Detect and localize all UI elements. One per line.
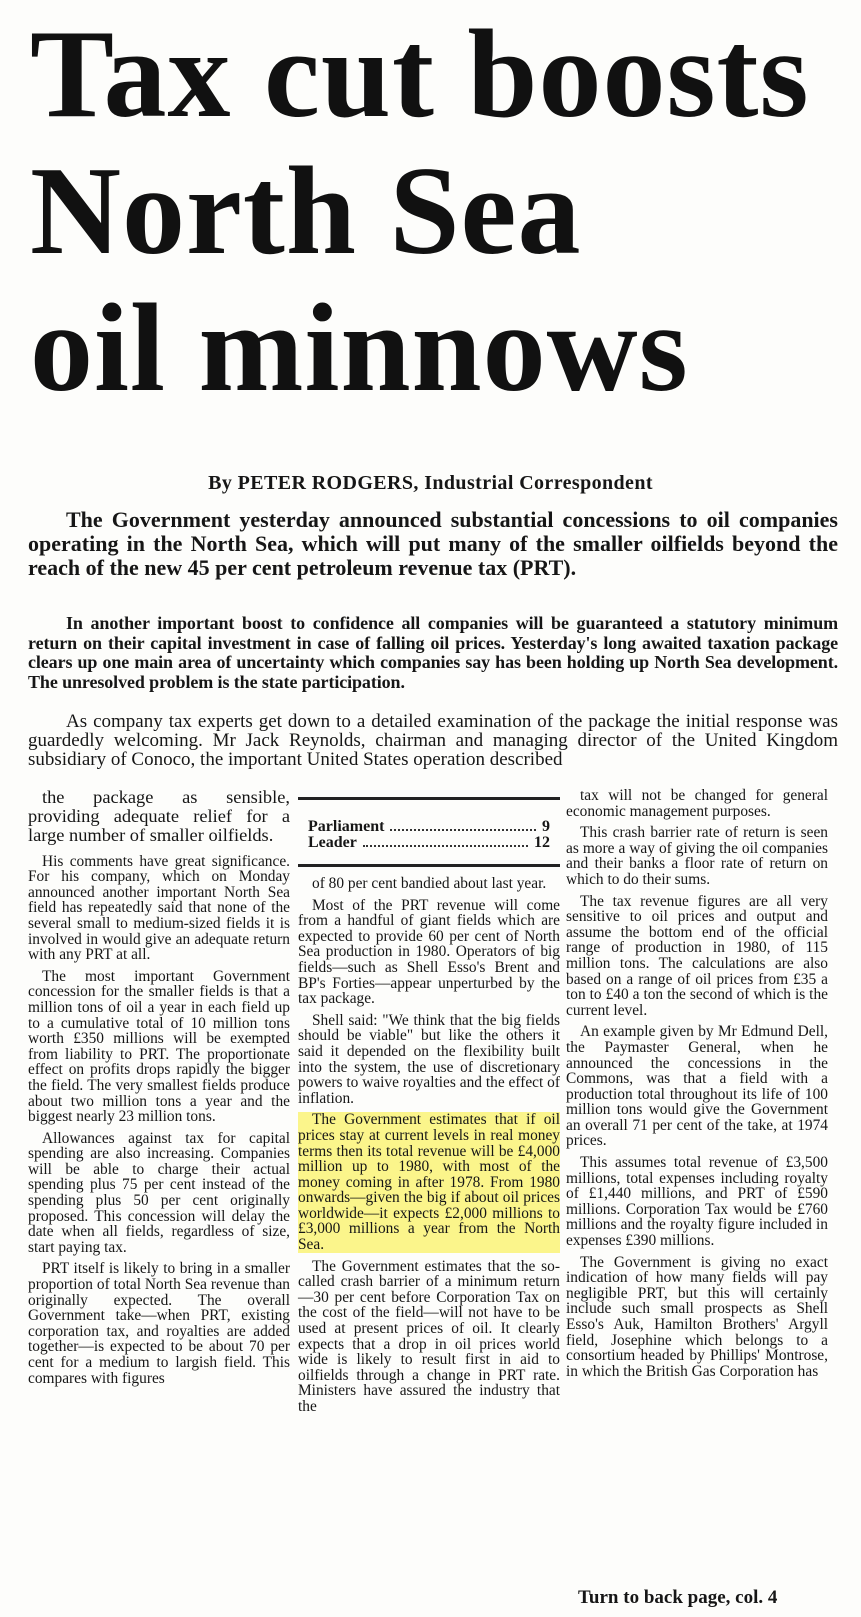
continuation-link[interactable]: Turn to back page, col. 4 [578, 1587, 778, 1608]
article-column-2 [298, 876, 560, 1421]
byline: By PETER RODGERS, Industrial Correspondent [208, 472, 653, 494]
intro-paragraph-1: The Government yesterday announced substantial concessions to oil companies operating in the North Sea, which will put many of the smaller oilfields beyond the reach of the new 45 per cent petroleum revenue tax (PRT). [28, 507, 838, 580]
column-1-paragraph: Allowances against tax for capital spending are also increasing. Companies will be able to charge their actual spending plus 75 per cent instead of the spending plus 50 per cent originally proposed. This concession will delay the date when all fields, regardless of size, start paying tax. [28, 1129, 290, 1256]
column-3-paragraph: This crash barrier rate of return is seen as more a way of giving the oil companies and their banks a floor rate of return on which to do their sums. [566, 824, 828, 888]
column-3-paragraph: An example given by Mr Edmund Dell, the Paymaster General, when he announced the concessions in the Commons, was that a field with a production total throughout its life of 100 million tons would give the Government an overall 71 per cent of the take, at 1974 prices. [566, 1023, 828, 1150]
index-page: 12 [534, 834, 550, 851]
leader-dots [363, 845, 528, 847]
index-page: 9 [542, 818, 550, 835]
index-row-leader[interactable] [308, 834, 550, 852]
column-1-paragraph: The most important Government concession for the smaller fields is that a million tons of oil a year in each field up to a cumulative total of 10 million tons worth £350 millions will be exempted from liability to PRT. The proportionate effect on profits drops rapidly the bigger the field. The very smallest fields produce about two million tons a year and the biggest nearly 23 million tons. [28, 967, 290, 1126]
headline-line-2: North Sea [30, 142, 582, 281]
index-label: Leader [308, 834, 357, 851]
column-3-paragraph: The Government is giving no exact indication of how many fields will pay negligible PRT, but this will certainly include such small prospects as Shell Esso's Auk, Hamilton Brothers' Argyll field, Josephine which belongs to a consortium headed by Phillips' Montrose, in which the British Gas Corporation has [566, 1253, 828, 1380]
index-box [298, 797, 560, 867]
column-3-paragraph: The tax revenue figures are all very sensitive to oil prices and output and assume the bottom end of the official range of production in 1980, of 115 million tons. The calculations are also based on a range of oil prices from £35 a ton to £40 a ton the second of which is the current level. [566, 892, 828, 1019]
column-1-paragraph: the package as sensible, providing adequate relief for a large number of smaller oilfields. [28, 787, 290, 846]
article-column-1 [28, 788, 290, 1392]
column-3-paragraph: This assumes total revenue of £3,500 millions, total expenses including royalty of £1,440 millions, and PRT of £590 millions. Corporation Tax would be £760 millions and the royalty figure included in expenses £390 millions. [566, 1154, 828, 1250]
intro-paragraph-2: In another important boost to confidence all companies will be guaranteed a statutory minimum return on their capital investment in case of falling oil prices. Yesterday's long awaited taxation package clears up one main area of uncertainty which companies say has been holding up North Sea development. The unresolved problem is the state participation. [28, 613, 838, 692]
column-1-paragraph: His comments have great significance. For his company, which on Monday announced another important North Sea field has repeatedly said that none of the several small to medium-sized fields it is involved in would give an adequate return with any PRT at all. [28, 852, 290, 964]
highlighted-paragraph: The Government estimates that if oil prices stay at current levels in real money terms then its total revenue will be £4,000 million up to 1980, with most of the money coming in after 1978. From 1980 onwards—given the big if about oil prices worldwide—it expects £2,000 millions to £3,000 millions a year from the North Sea. [298, 1111, 560, 1254]
column-2-paragraph: The Government estimates that the so-called crash barrier of a minimum return—30 per cent before Corporation Tax on the cost of the field—will not have to be used at present prices of oil. It clearly expects that a drop in oil prices world wide is likely to result first in aid to oilfields through a change in PRT rate. Ministers have assured the industry that the [298, 1257, 560, 1415]
column-1-paragraph: PRT itself is likely to bring in a smaller proportion of total North Sea revenue than originally expected. The overall Government take—when PRT, existing corporation tax, and royalties are added together—is expected to be about 70 per cent for a medium to largish field. This compares with figures [28, 1260, 290, 1387]
article-column-3 [566, 788, 828, 1385]
headline-line-3: oil minnows [30, 279, 689, 418]
leader-dots [390, 829, 536, 831]
column-3-paragraph: tax will not be changed for general economic management purposes. [566, 787, 828, 820]
column-2-paragraph: Most of the PRT revenue will come from a handful of giant fields which are expected to provide 60 per cent of North Sea production in 1980. Operators of big fields—such as Shell Esso's Brent and BP's Forties—appear unperturbed by the tax package. [298, 896, 560, 1008]
column-2-paragraph: of 80 per cent bandied about last year. [312, 875, 547, 892]
headline [30, 6, 850, 417]
intro-paragraph-3: As company tax experts get down to a detailed examination of the package the initial response was guardedly welcoming. Mr Jack Reynolds, chairman and managing director of the United Kingdom subsidiary of Conoco, the important United States operation described [28, 711, 838, 770]
headline-line-1: Tax cut boosts [30, 5, 810, 144]
index-label: Parliament [308, 818, 385, 835]
column-2-paragraph: Shell said: "We think that the big fields should be viable" but like the others it said it depended on the flexibility built into the system, the use of discretionary powers to waive royalties and the effect of inflation. [298, 1011, 560, 1107]
